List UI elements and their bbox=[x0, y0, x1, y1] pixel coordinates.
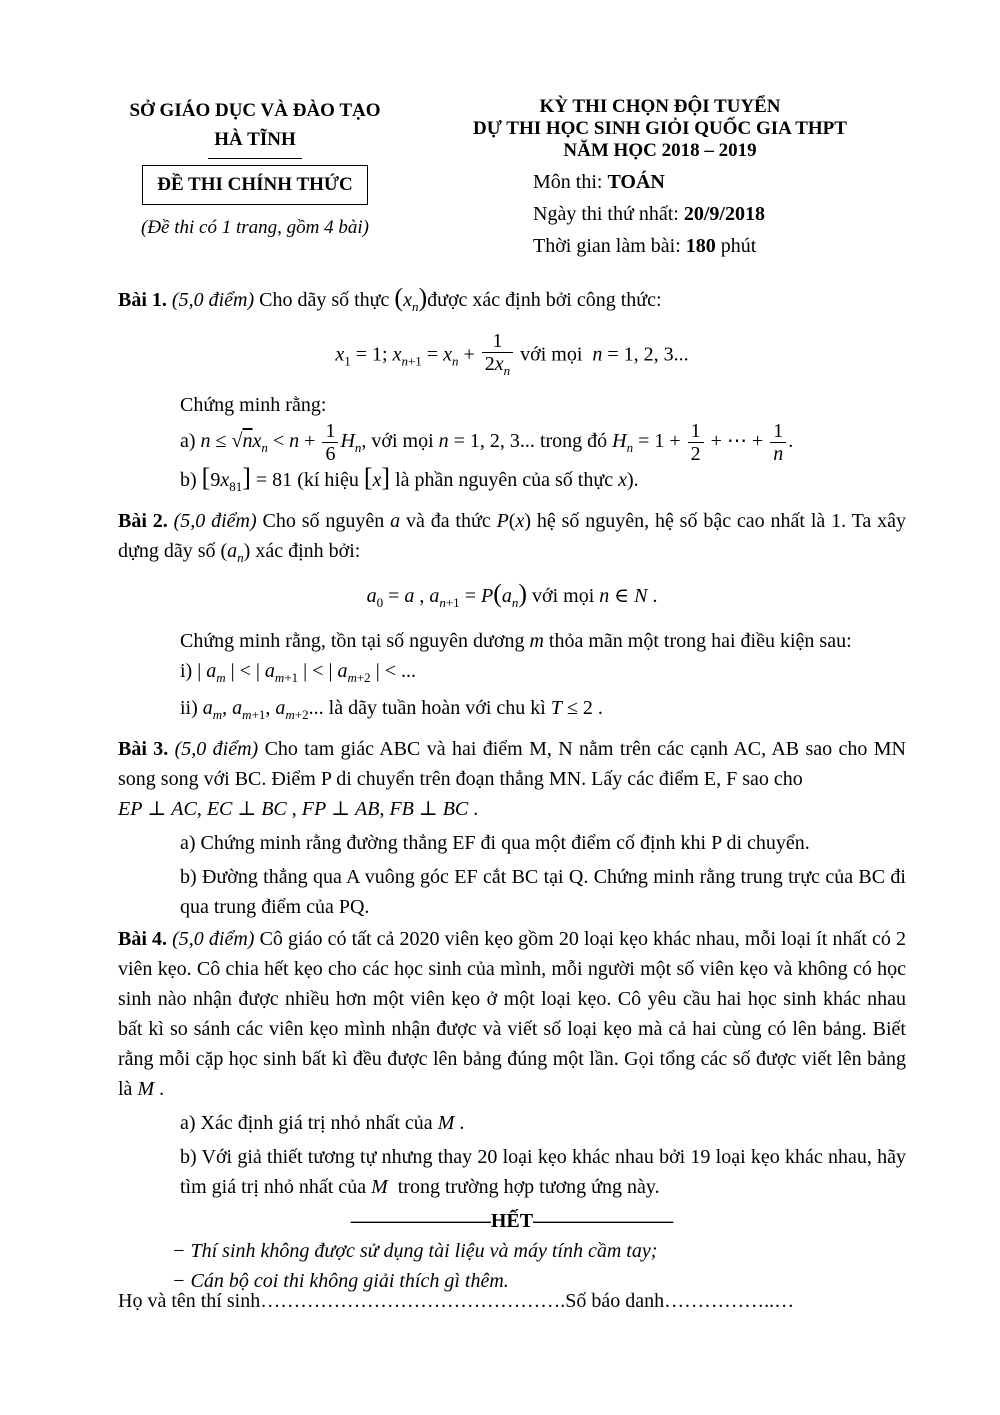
problem-1-text2: được xác định bởi công thức: bbox=[427, 289, 662, 311]
part-a-where: trong đó bbox=[539, 430, 608, 453]
problem-2-cond-ii: ii) $a_m$, $a_{m+1}$, $a_{m+2}$... là dãy tuần hoàn với chu kì T ≤ 2 . bbox=[180, 697, 603, 722]
problem-2-intro: Bài 2. (5,0 điểm) Cho số nguyên a và đa thức P(x) hệ số nguyên, hệ số bậc cao nhất là 1. Ta xây dựng dãy số $(a_n)$ xác định bởi: bbox=[118, 510, 907, 565]
exam-body bbox=[118, 285, 906, 1296]
problem-2-t4: Ta xây dựng dãy số bbox=[118, 510, 907, 562]
problem-3-conditions: EP ⊥ AC, EC ⊥ BC , FP ⊥ AB, FB ⊥ BC . bbox=[118, 798, 479, 820]
problem-2-title: Bài 2. bbox=[118, 510, 168, 532]
pages-note: (Đề thi có 1 trang, gồm 4 bài) bbox=[141, 217, 369, 238]
school-year: NĂM HỌC 2018 – 2019 bbox=[563, 140, 757, 161]
subject-line bbox=[533, 166, 890, 198]
problem-2-cond-i: i) | $a_m$ | < | $a_{m+1}$ | < | $a_{m+2}$ | < ... bbox=[180, 660, 416, 685]
cond-i-label: i) bbox=[180, 660, 193, 682]
problem-2-t2: và đa thức bbox=[405, 510, 491, 532]
problem-1-points: (5,0 điểm) bbox=[171, 289, 255, 311]
problem-3-part-b: b) Đường thẳng qua A vuông góc EF cắt BC tại Q. Chứng minh rằng trung trực của BC đi qua trung điểm của PQ. bbox=[180, 866, 906, 918]
department-name: SỞ GIÁO DỤC VÀ ĐÀO TẠO bbox=[129, 100, 381, 121]
problem-1-part-b: b) $[9x_{81}] = 81$ (kí hiệu [x] là phần nguyên của số thực x). bbox=[180, 463, 639, 494]
exam-info bbox=[533, 166, 890, 262]
part-b-text2: trong trường hợp tương ứng này. bbox=[397, 1176, 660, 1198]
problem-2-formula: $a_0 = a$ , $a_{n+1} = P(a_n)$ với mọi n ∈ N . bbox=[366, 579, 658, 610]
date-value: 20/9/2018 bbox=[683, 203, 765, 225]
part-b-text1: b) Với giả thiết tương tự nhưng thay 20 loại kẹo khác nhau bởi 19 loại kẹo khác nhau, hãy tìm giá trị nhỏ nhất của bbox=[180, 1146, 906, 1198]
problem-4-part-a: a) Xác định giá trị nhỏ nhất của M . bbox=[180, 1112, 465, 1134]
prove-b: thỏa mãn một trong hai điều kiện sau: bbox=[548, 630, 852, 652]
date-line bbox=[533, 198, 890, 230]
note-2: − Cán bộ coi thi không giải thích gì thêm. bbox=[172, 1270, 509, 1292]
time-value: 180 bbox=[685, 235, 716, 257]
problem-2-t3: hệ số nguyên, hệ số bậc cao nhất là 1. bbox=[536, 510, 847, 532]
exam-title: KỲ THI CHỌN ĐỘI TUYỂN bbox=[539, 96, 781, 117]
problem-3-part-a: a) Chứng minh rằng đường thẳng EF đi qua một điểm cố định khi P di chuyển. bbox=[180, 832, 810, 854]
cond-ii-label: ii) bbox=[180, 697, 198, 719]
problem-3-intro bbox=[118, 734, 906, 794]
subject-label: Môn thi: bbox=[533, 171, 608, 193]
note-1: − Thí sinh không được sử dụng tài liệu và máy tính cầm tay; bbox=[172, 1240, 658, 1262]
problem-3-title: Bài 3. bbox=[118, 738, 169, 760]
exam-notes bbox=[118, 1236, 906, 1296]
problem-1-text: Cho dãy số thực bbox=[259, 289, 390, 311]
header-underline bbox=[208, 158, 302, 159]
problem-3-points: (5,0 điểm) bbox=[174, 738, 259, 760]
date-label: Ngày thi thứ nhất: bbox=[533, 203, 684, 225]
problem-1-part-a: a) $n \le √nx_n < n$ + $\frac{1}{6}$ $H_n$, với mọi n = 1, 2, 3... trong đó $H_n = 1$ + $\frac{1}{2}$ + ⋯ + $\frac{1}{n}$ . bbox=[180, 420, 794, 465]
end-marker: ———————HẾT——————— bbox=[350, 1210, 674, 1232]
formula-text: với mọi bbox=[520, 343, 583, 366]
header-right bbox=[430, 96, 890, 262]
problem-4-points: (5,0 điểm) bbox=[172, 928, 255, 950]
formula-text: với mọi bbox=[532, 585, 595, 607]
problem-3-text: Cho tam giác ABC và hai điểm M, N nằm trên các cạnh AC, AB sao cho MN song song với BC. Điểm P di chuyển trên đoạn thẳng MN. Lấy các điểm E, F sao cho bbox=[118, 738, 906, 790]
subject-value: TOÁN bbox=[607, 171, 665, 193]
problem-2-t1: Cho số nguyên bbox=[262, 510, 385, 532]
problem-1-prove: Chứng minh rằng: bbox=[180, 394, 327, 416]
problem-2-points: (5,0 điểm) bbox=[173, 510, 257, 532]
province-name: HÀ TĨNH bbox=[214, 129, 296, 150]
cond-ii-text: là dãy tuần hoàn với chu kì bbox=[328, 697, 546, 719]
time-unit: phút bbox=[715, 235, 757, 257]
problem-1-intro: Bài 1. (5,0 điểm) Cho dãy số thực $(x_n)được$ xác định bởi công thức: bbox=[118, 283, 662, 314]
problem-1-title: Bài 1. bbox=[118, 289, 167, 311]
problem-1-formula: $x_1 = 1$; $x_{n+1} = x_n$ + $\frac{1}{2x_n}$ với mọi n = 1, 2, 3... bbox=[335, 330, 689, 378]
part-a-mid: với mọi bbox=[371, 430, 434, 453]
time-label: Thời gian làm bài: bbox=[533, 235, 686, 257]
exam-subtitle: DỰ THI HỌC SINH GIỎI QUỐC GIA THPT bbox=[473, 118, 847, 139]
problem-4-intro: Bài 4. (5,0 điểm) Cô giáo có tất cả 2020 viên kẹo gồm 20 loại kẹo khác nhau, mỗi loại ít nhất có 2 viên kẹo. Cô chia hết kẹo cho các học sinh của mình, mỗi người một số viên kẹo và không có học sinh nào nhận được nhiều hơn một viên kẹo ở một loại kẹo. Cô yêu cầu hai học sinh khác nhau bất kì so sánh các viên kẹo mình nhận được và viết số loại kẹo mà cả hai cùng có lên bảng. Biết rằng mỗi cặp học sinh bất kì đều được lên bảng đúng một lần. Gọi tổng các số được viết lên bảng là M . bbox=[118, 928, 907, 1100]
part-a-text: a) Xác định giá trị nhỏ nhất của bbox=[180, 1112, 433, 1134]
problem-2-prove: Chứng minh rằng, tồn tại số nguyên dương m thỏa mãn một trong hai điều kiện sau: bbox=[180, 630, 852, 652]
official-exam-box: ĐỀ THI CHÍNH THỨC bbox=[142, 165, 368, 205]
header-left bbox=[100, 96, 410, 239]
problem-4-part-b: b) Với giả thiết tương tự nhưng thay 20 loại kẹo khác nhau bởi 19 loại kẹo khác nhau, hãy tìm giá trị nhỏ nhất của M trong trường hợp tương ứng này. bbox=[180, 1146, 906, 1198]
part-b-label: b) bbox=[180, 469, 197, 491]
part-b-text2: là phần nguyên của số thực bbox=[395, 469, 614, 491]
candidate-info-line: Họ và tên thí sinh……………………………………….Số báo danh……………..… bbox=[118, 1290, 795, 1312]
time-line bbox=[533, 230, 890, 262]
part-a-label: a) bbox=[180, 430, 196, 453]
problem-4-text: Cô giáo có tất cả 2020 viên kẹo gồm 20 loại kẹo khác nhau, mỗi loại ít nhất có 2 viên kẹo. Cô chia hết kẹo cho các học sinh của mình, mỗi người một số viên kẹo và không có học sinh nào nhận được nhiều hơn một viên kẹo ở một loại kẹo. Cô yêu cầu hai học sinh khác nhau bất kì so sánh các viên kẹo mình nhận được và viết số loại kẹo mà cả hai cùng có lên bảng. Biết rằng mỗi cặp học sinh bất kì đều được lên bảng đúng một lần. Gọi tổng các số được viết lên bảng là bbox=[118, 928, 907, 1100]
part-b-text: (kí hiệu bbox=[297, 469, 359, 491]
problem-4-title: Bài 4. bbox=[118, 928, 168, 950]
problem-2-t5: xác định bởi: bbox=[255, 540, 361, 562]
prove-a: Chứng minh rằng, tồn tại số nguyên dương bbox=[180, 630, 525, 652]
